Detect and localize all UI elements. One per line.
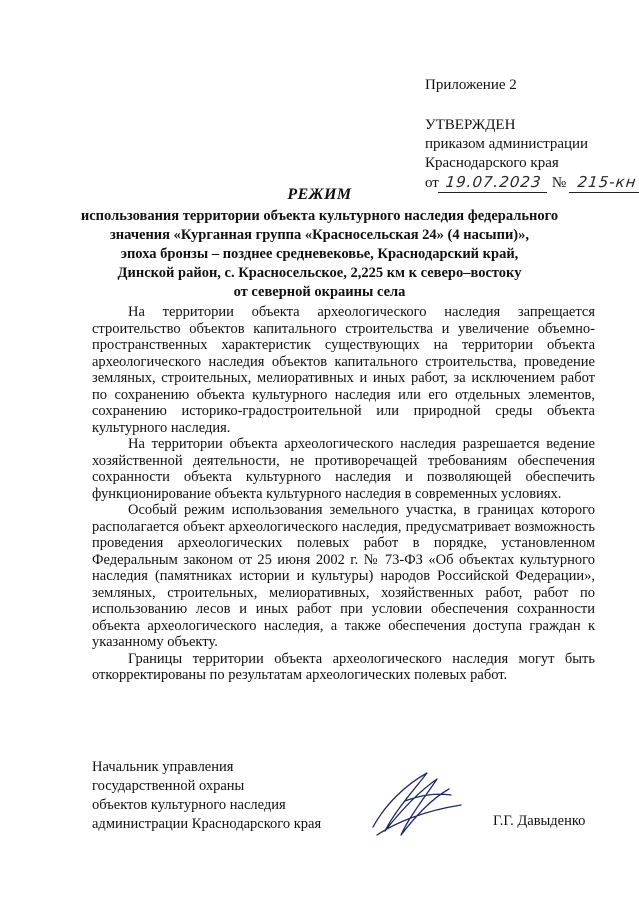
title-line: значения «Курганная группа «Красносельская 24» (4 насыпи)», bbox=[109, 227, 530, 243]
order-date: 19.07.2023 bbox=[438, 173, 549, 193]
body-paragraph: На территории объекта археологического наследия разрешается ведение хозяйственной деятельности, не противоречащей требованиям обеспечения сохранности объекта культурного наследия и позволяющей обеспечить функционирование объекта культурного наследия в современных условиях. bbox=[92, 436, 595, 502]
approval-line-1: приказом администрации bbox=[425, 136, 589, 152]
approval-line-2: Краснодарского края bbox=[425, 155, 559, 171]
signatory-line: объектов культурного наследия bbox=[92, 797, 286, 813]
order-number: 215-кн bbox=[569, 173, 639, 193]
signatory-line: Начальник управления bbox=[92, 759, 234, 775]
title-line: использования территории объекта культурного наследия федерального bbox=[80, 208, 559, 224]
signatory-line: администрации Краснодарского края bbox=[92, 816, 322, 832]
signatory-line: государственной охраны bbox=[92, 778, 245, 794]
title-line: эпоха бронзы – позднее средневековье, Краснодарский край, bbox=[120, 246, 519, 262]
order-number-sign: № bbox=[551, 175, 567, 191]
approval-block bbox=[425, 116, 639, 193]
signatory-name: Г.Г. Давыденко bbox=[493, 813, 586, 829]
appendix-label: Приложение 2 bbox=[425, 77, 517, 93]
title-line: от северной окраины села bbox=[233, 284, 406, 300]
order-from-prefix: от bbox=[425, 175, 439, 191]
body-paragraph: На территории объекта археологического наследия запрещается строительство объектов капитального строительства и увеличение объемно-пространственных характеристик существующих на территории объекта археологического наследия объектов капитального строительства, проведение земляных, строительных, мелиоративных и иных работ, за исключением работ по сохранению объекта культурного наследия или его отдельных элементов, сохранению историко-градостроительной или природной среды объекта культурного наследия. bbox=[92, 304, 595, 436]
approved-label: УТВЕРЖДЕН bbox=[425, 117, 516, 133]
signatory-position bbox=[92, 758, 321, 834]
title-heading: РЕЖИМ bbox=[287, 186, 352, 203]
title-subtitle bbox=[0, 207, 639, 302]
document-title bbox=[0, 186, 639, 302]
title-line: Динской район, с. Красносельское, 2,225 км к северо–востоку bbox=[117, 265, 522, 281]
handwritten-signature-icon bbox=[365, 765, 475, 845]
document-body bbox=[92, 304, 595, 684]
body-paragraph: Границы территории объекта археологического наследия могут быть откорректированы по результатам археологических полевых работ. bbox=[92, 650, 595, 683]
body-paragraph: Особый режим использования земельного участка, в границах которого располагается объект археологического наследия, предусматривает возможность проведения археологических полевых работ в порядке, установленном Федеральным законом от 25 июня 2002 г. № 73-ФЗ «Об объектах культурного наследия (памятниках истории и культуры) народов Российской Федерации», земляных, строительных, мелиоративных, хозяйственных работ, работ по использованию лесов и иных работ при условии обеспечения сохранности объекта археологического наследия, а также обеспечения доступа граждан к указанному объекту. bbox=[92, 502, 595, 650]
